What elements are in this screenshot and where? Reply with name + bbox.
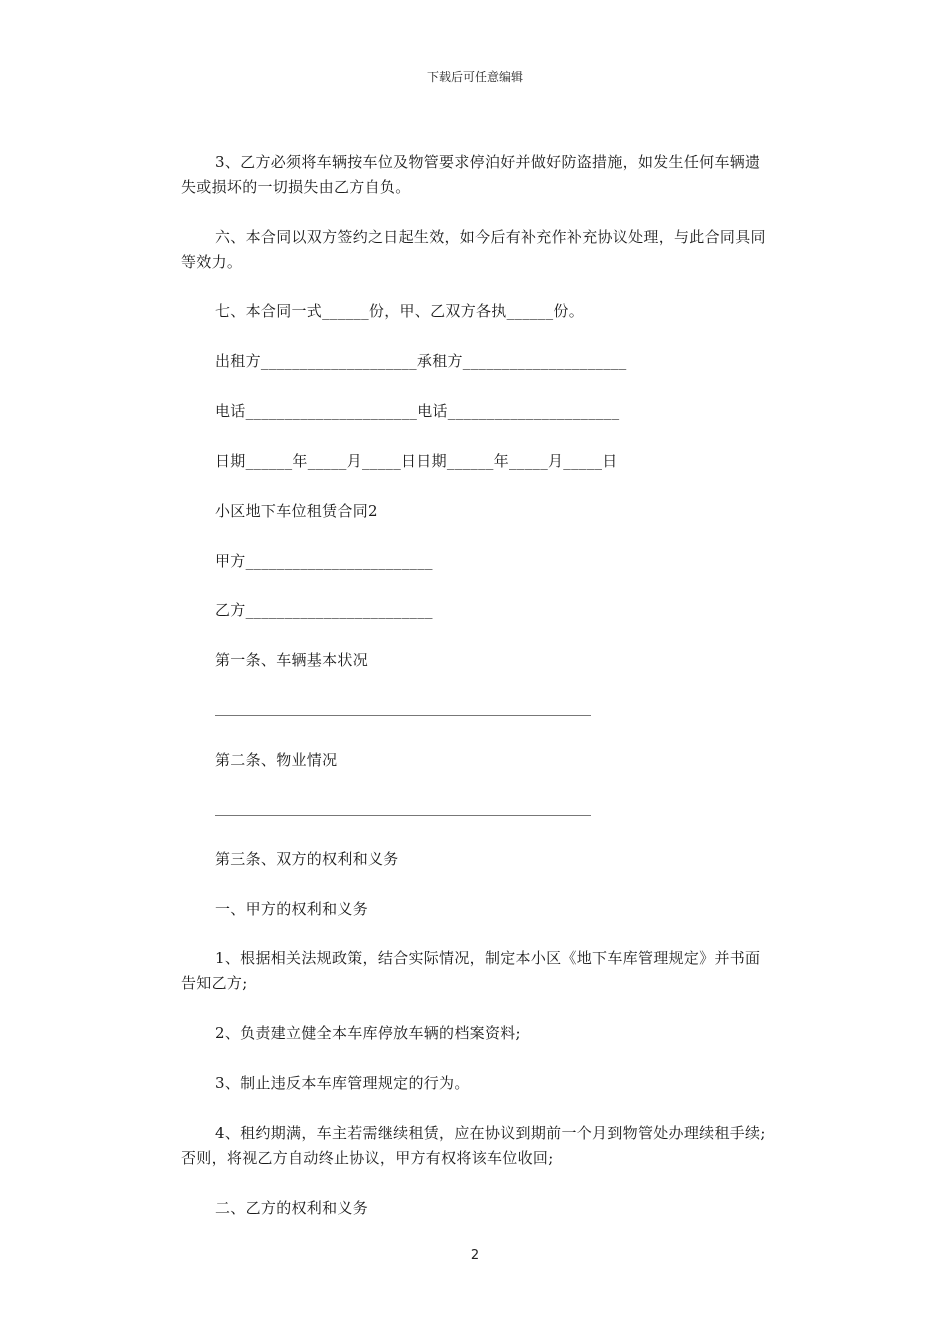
blank-fill-line [215,715,591,716]
article-heading: 第一条、车辆基本状况 [215,651,369,669]
contract-title: 小区地下车位租赁合同2 [215,502,378,520]
clause-paragraph: 1、根据相关法规政策，结合实际情况，制定本小区《地下车库管理规定》并书面告知乙方; [181,949,761,992]
clause-paragraph: 七、本合同一式______份，甲、乙双方各执______份。 [215,302,585,320]
party-a-line: 甲方________________________ [215,552,433,570]
clause-paragraph: 3、制止违反本车库管理规定的行为。 [215,1074,470,1092]
page-header-note: 下载后可任意编辑 [426,70,523,84]
article-heading: 第三条、双方的权利和义务 [215,850,399,868]
clause-paragraph: 六、本合同以双方签约之日起生效，如今后有补充作补充协议处理，与此合同具同等效力。 [181,228,766,271]
signature-line-date: 日期______年_____月_____日日期______年_____月_____日 [215,452,618,470]
section-heading: 二、乙方的权利和义务 [215,1199,369,1217]
article-heading: 第二条、物业情况 [215,751,338,769]
clause-paragraph: 2、负责建立健全本车库停放车辆的档案资料; [215,1024,521,1042]
signature-line-parties: 出租方____________________承租方_____________________ [215,352,627,370]
section-heading: 一、甲方的权利和义务 [215,900,369,918]
page-number: 2 [470,1248,480,1263]
clause-paragraph: 3、乙方必须将车辆按车位及物管要求停泊好并做好防盗措施，如发生任何车辆遗失或损坏的一切损失由乙方自负。 [181,153,761,196]
party-b-line: 乙方________________________ [215,601,433,619]
clause-paragraph: 4、租约期满，车主若需继续租赁，应在协议到期前一个月到物管处办理续租手续;否则，将视乙方自动终止协议，甲方有权将该车位收回; [181,1124,766,1167]
signature-line-phone: 电话______________________电话______________________ [215,402,620,420]
blank-fill-line [215,815,591,816]
